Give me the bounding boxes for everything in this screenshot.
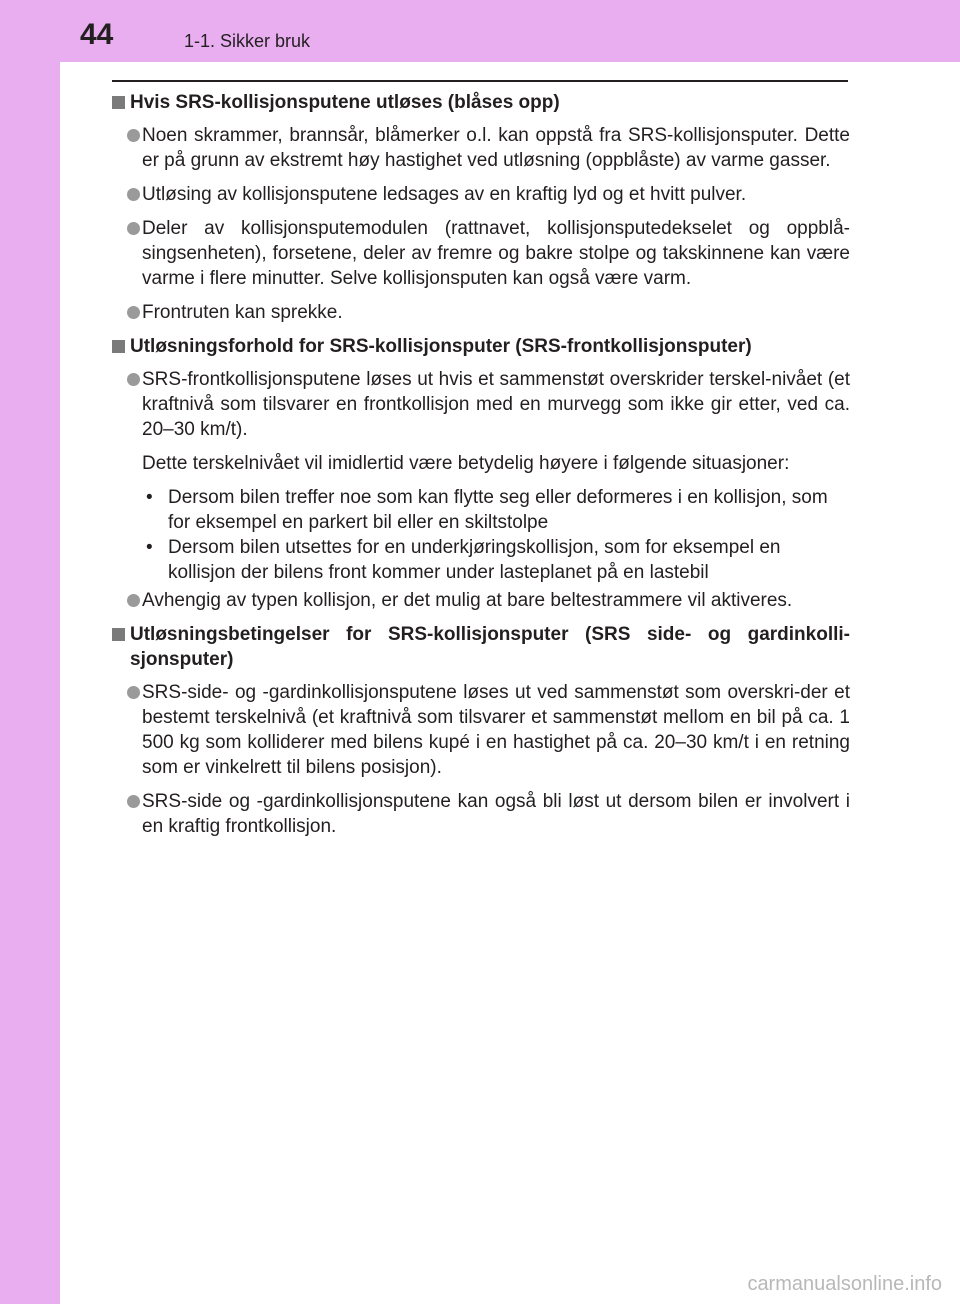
- sub-list-item: [112, 535, 850, 585]
- circle-bullet-icon: [127, 373, 140, 386]
- sub-item-text: Dersom bilen utsettes for en underkjøringskollisjon, som for eksempel en kollisjon der bilens front kommer under lasteplanet på en lastebil: [168, 537, 781, 583]
- section-heading-text: Hvis SRS-kollisjonsputene utløses (blåses opp): [130, 92, 560, 113]
- bullet-item: [112, 123, 850, 173]
- bullet-item: [112, 680, 850, 780]
- bullet-text: Utløsing av kollisjonsputene ledsages av en kraftig lyd og et hvitt pulver.: [142, 184, 747, 205]
- document-body: [112, 90, 850, 848]
- bullet-item: [112, 216, 850, 291]
- bullet-text: Noen skrammer, brannsår, blåmerker o.l. kan oppstå fra SRS-kollisjonsputer. Dette er på grunn av ekstremt høy hastighet ved utløsning (oppblåste) av varme gasser.: [142, 125, 850, 171]
- section-heading: [112, 622, 850, 672]
- bullet-text: SRS-side- og -gardinkollisjonsputene løses ut ved sammenstøt som overskri-der et bestemt terskelnivå (et kraftnivå som tilsvarer et sammenstøt mellom en bil på ca. 1 500 kg som kolliderer med bilens kupé i en hastighet på ca. 20–30 km/t i en retning som er vinkelrett til bilens posisjon).: [142, 682, 850, 778]
- bullet-item: [112, 182, 850, 207]
- section-title: 1-1. Sikker bruk: [184, 31, 311, 51]
- section-heading: [112, 90, 850, 115]
- page-number: 44: [80, 18, 114, 51]
- bullet-text: Frontruten kan sprekke.: [142, 302, 343, 323]
- page-margin-band: [0, 0, 60, 1304]
- square-bullet-icon: [112, 628, 125, 641]
- bullet-item: [112, 367, 850, 442]
- circle-bullet-icon: [127, 686, 140, 699]
- circle-bullet-icon: [127, 188, 140, 201]
- section-heading-text: Utløsningsforhold for SRS-kollisjonsputer (SRS-frontkollisjonsputer): [130, 336, 752, 357]
- sub-list-item: [112, 485, 850, 535]
- circle-bullet-icon: [127, 795, 140, 808]
- circle-bullet-icon: [127, 594, 140, 607]
- watermark: carmanualsonline.info: [747, 1273, 942, 1295]
- bullet-text: Avhengig av typen kollisjon, er det mulig at bare beltestrammere vil aktiveres.: [142, 590, 793, 611]
- section-heading-text: Utløsningsbetingelser for SRS-kollisjonsputer (SRS side- og gardinkolli-sjonsputer): [130, 624, 850, 670]
- circle-bullet-icon: [127, 129, 140, 142]
- circle-bullet-icon: [127, 222, 140, 235]
- section-heading: [112, 334, 850, 359]
- header-rule: [112, 80, 848, 82]
- circle-bullet-icon: [127, 306, 140, 319]
- square-bullet-icon: [112, 96, 125, 109]
- square-bullet-icon: [112, 340, 125, 353]
- bullet-item: [112, 588, 850, 613]
- bullet-text: Deler av kollisjonsputemodulen (rattnavet, kollisjonsputedekselet og oppblå-singsenheten), forsetene, deler av fremre og bakre stolpe og takskinnene kan være varme i flere minutter. Selve kollisjonsputen kan også være varm.: [142, 218, 850, 289]
- bullet-text: SRS-frontkollisjonsputene løses ut hvis et sammenstøt overskrider terskel-nivået (et kraftnivå som tilsvarer en frontkollisjon med en murvegg som ikke gir etter, ved ca. 20–30 km/t).: [142, 369, 850, 440]
- sub-list: [112, 485, 850, 585]
- dot-bullet-icon: •: [146, 537, 153, 558]
- bullet-item: [112, 789, 850, 839]
- bullet-item: [112, 300, 850, 325]
- bullet-text: SRS-side og -gardinkollisjonsputene kan også bli løst ut dersom bilen er involvert i en kraftig frontkollisjon.: [142, 791, 850, 837]
- note-text: Dette terskelnivået vil imidlertid være betydelig høyere i følgende situasjoner:: [142, 453, 790, 474]
- sub-item-text: Dersom bilen treffer noe som kan flytte seg eller deformeres i en kollisjon, som for eksempel en parkert bil eller en skiltstolpe: [168, 487, 828, 533]
- dot-bullet-icon: •: [146, 487, 153, 508]
